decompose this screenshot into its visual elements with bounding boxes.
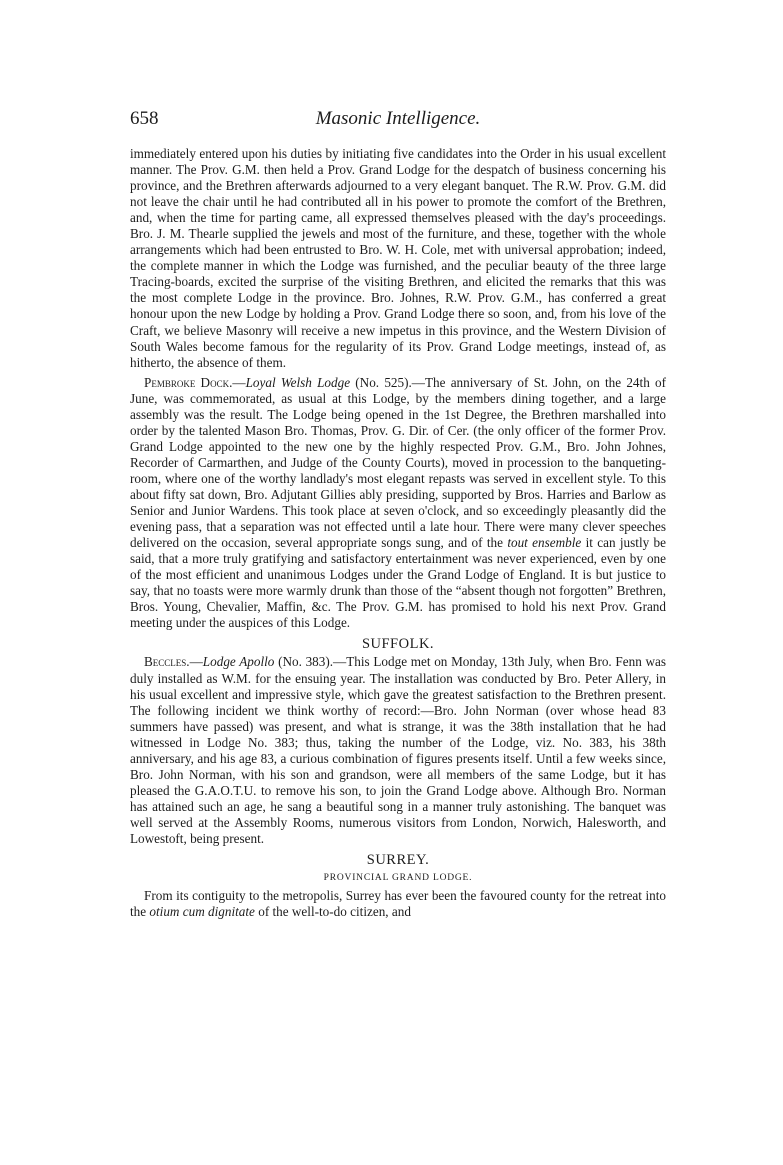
phrase-otium-cum-dignitate: otium cum dignitate [149, 904, 255, 920]
pembroke-text-part-2: it can justly be said, that a more truly gratifying and satisfactory entertainment was never experienced, even by one of the most efficient and unanimous Lodges under the Grand Lodge of England. It is but justice to say, that no toasts were more warmly drunk than those of the “absent though not forgotten” Brethren, Bros. Young, Chevalier, Maffin, &c. The Prov. G.M. has promised to hold his next Prov. Grand meeting under the auspices of this Lodge. [130, 535, 666, 631]
phrase-tout-ensemble: tout ensemble [507, 535, 582, 551]
pembroke-text-part-1: (No. 525).—The anniversary of St. John, on the 24th of June, was commemorated, as usual at this Lodge, by the members dining together, and a large assembly was the result. The Lodge being opened in the 1st Degree, the Brethren marshalled into order by the talented Mason Bro. Thomas, Prov. G. Dir. of Cer. (the only officer of the former Prov. Grand Lodge appointed to the new one by the highly respected Prov. G.M., Bro. John Johnes, Recorder of Carmarthen, and Judge of the County Courts), moved in procession to the banqueting-room, where one of the worthy landlady's most elegant repasts was served in excellent style. To this about fifty sat down, Bro. Adjutant Gillies ably presiding, supported by Bros. Harries and Barlow as Senior and Junior Wardens. This took place at seven o'clock, and so exceedingly pleasantly did the evening pass, that a separation was not effected until a late hour. There were many clever speeches delivered on the occasion, several appropriate songs sung, and of the [130, 374, 666, 551]
paragraph-pembroke-dock: Pembroke Dock.—Loyal Welsh Lodge (No. 525).—The anniversary of St. John, on the 24th of June, was commemorated, as usual at this Lodge, by the members dining together, and a large assembly was the result. The Lodge being opened in the 1st Degree, the Brethren marshalled into order by the talented Mason Bro. Thomas, Prov. G. Dir. of Cer. (the only officer of the former Prov. Grand Lodge appointed to the new one by the highly respected Prov. G.M., Bro. John Johnes, Recorder of Carmarthen, and Judge of the County Courts), moved in procession to the banqueting-room, where one of the worthy landlady's most elegant repasts was served in excellent style. To this about fifty sat down, Bro. Adjutant Gillies ably presiding, supported by Bros. Harries and Barlow as Senior and Junior Wardens. This took place at seven o'clock, and so exceedingly pleasantly did the evening pass, that a separation was not effected until a late hour. There were many clever speeches delivered on the occasion, several appropriate songs sung, and of the tout ensemble it can justly be said, that a more truly gratifying and satisfactory entertainment was never experienced, even by one of the most efficient and unanimous Lodges under the Grand Lodge of England. It is but justice to say, that no toasts were more warmly drunk than those of the “absent though not forgotten” Brethren, Bros. Young, Chevalier, Maffin, &c. The Prov. G.M. has promised to hold his next Prov. Grand meeting under the auspices of this Lodge. [130, 374, 666, 631]
page-header [130, 108, 666, 134]
subheading-provincial-grand-lodge: PROVINCIAL GRAND LODGE. [323, 873, 473, 884]
paragraph-beccles: Beccles.—Lodge Apollo (No. 383).—This Lodge met on Monday, 13th July, when Bro. Fenn was duly installed as W.M. for the ensuing year. The installation was conducted by Bro. Peter Allery, in his usual excellent and impressive style, which gave the greatest satisfaction to the Brethren present. The following incident we think worthy of record:—Bro. John Norman (over whose head 83 summers have passed) was present, and what is strange, it was the 38th installation that he had witnessed in Lodge No. 383; thus, taking the number of the Lodge, viz. No. 383, his 38th anniversary, and his age 83, a curious combination of figures presents itself. Until a few weeks since, Bro. John Norman, with his son and grandson, were all members of the same Lodge, but it has pleased the G.A.O.T.U. to remove his son, to join the Grand Lodge above. Although Bro. Norman has attained such an age, he sang a beautiful song in a manner truly astonishing. The banquet was well served at the Assembly Rooms, numerous visitors from London, Norwich, Halesworth, and Lowestoft, being present. [130, 654, 666, 846]
section-heading-suffolk: SUFFOLK. [361, 636, 435, 653]
beccles-text: (No. 383).—This Lodge met on Monday, 13th July, when Bro. Fenn was duly installed as W.M. for the ensuing year. The installation was conducted by Bro. Peter Allery, in his usual excellent and impressive style, which gave the greatest satisfaction to the Brethren present. The following incident we think worthy of record:—Bro. John Norman (over whose head 83 summers have passed) was present, and what is strange, it was the 38th installation that he had witnessed in Lodge No. 383; thus, taking the number of the Lodge, viz. No. 383, his 38th anniversary, and his age 83, a curious combination of figures presents itself. Until a few weeks since, Bro. John Norman, with his son and grandson, were all members of the same Lodge, but it has pleased the G.A.O.T.U. to remove his son, to join the Grand Lodge above. Although Bro. Norman has attained such an age, he sang a beautiful song in a manner truly astonishing. The banquet was well served at the Assembly Rooms, numerous visitors from London, Norwich, Halesworth, and Lowestoft, being present. [130, 654, 666, 846]
page-number: 658 [130, 108, 159, 129]
place-name-pembroke-dock: Pembroke Dock. [144, 374, 233, 390]
lodge-name-apollo: Lodge Apollo [202, 654, 275, 670]
section-heading-surrey: SURREY. [366, 852, 430, 869]
surrey-text-part-2: of the well-to-do citizen, and [254, 904, 411, 920]
article-body [130, 146, 666, 920]
surrey-text-part-1: From its contiguity to the metropolis, Surrey has ever been the favoured county for the retreat into the [130, 888, 666, 920]
running-title: Masonic Intelligence. [315, 108, 481, 129]
paragraph-surrey [130, 888, 666, 920]
place-name-beccles: Beccles. [144, 654, 190, 670]
lodge-name-loyal-welsh: Loyal Welsh Lodge [245, 374, 351, 390]
paragraph-installation: immediately entered upon his duties by initiating five candidates into the Order in his usual excellent manner. The Prov. G.M. then held a Prov. Grand Lodge for the despatch of business concerning his province, and the Brethren afterwards adjourned to a very elegant banquet. The R.W. Prov. G.M. did not leave the chair until he had contributed all in his power to promote the comfort of the Brethren, and, when the time for parting came, all expressed themselves pleased with the day's proceedings. Bro. J. M. Thearle supplied the jewels and most of the furniture, and these, together with the whole arrangements which had been entrusted to Bro. W. H. Cole, met with universal approbation; indeed, the complete manner in which the Lodge was furnished, and the peculiar beauty of the three large Tracing-boards, excited the surprise of the visiting Brethren, and elicited the remarks that this was the most complete Lodge in the province. Bro. Johnes, R.W. Prov. G.M., has conferred a great honour upon the new Lodge by holding a Prov. Grand Lodge there so soon, and, from his love of the Craft, we believe Masonry will receive a new impetus in this province, and the Western Division of South Wales become famous for the regularity of its Prov. Grand Lodge meetings, instead of, as hitherto, the absence of them. [130, 146, 666, 370]
